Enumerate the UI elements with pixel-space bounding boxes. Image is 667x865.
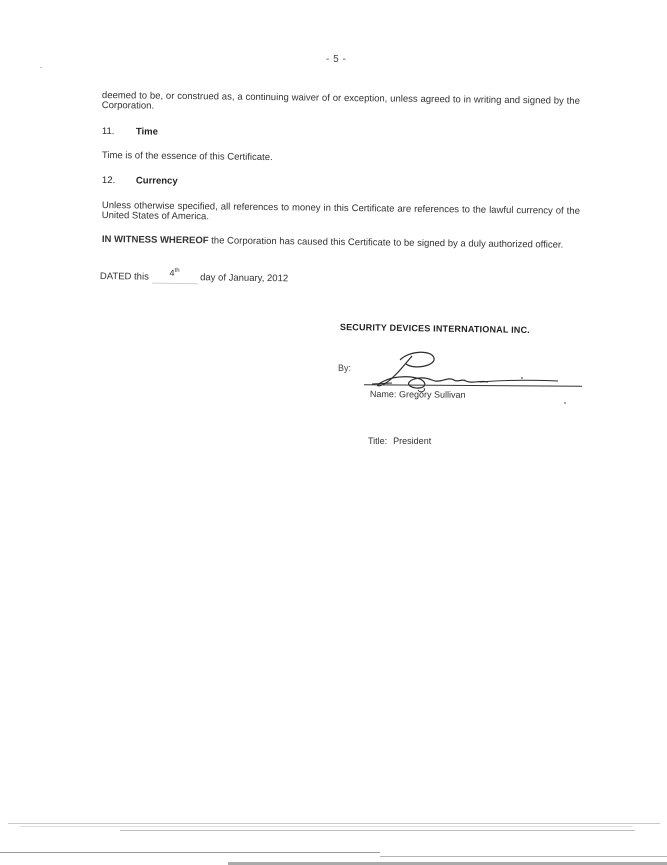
waiver-continuation-paragraph: deemed to be, or construed as, a continuing waiver of or exception, unless agreed to in writing and signed by the Corporation.: [101, 90, 580, 112]
time-paragraph: Time is of the essence of this Certificate.: [101, 150, 273, 164]
company-name: SECURITY DEVICES INTERNATIONAL INC.: [339, 322, 531, 335]
day-blank: [151, 267, 197, 285]
signatory-name-line: [370, 389, 466, 400]
witness-lead: IN WITNESS WHEREOF: [101, 234, 209, 247]
scan-speck: [564, 402, 566, 404]
section-number: 12.: [101, 175, 116, 187]
section-number: 11.: [101, 126, 115, 138]
by-label: By:: [338, 363, 352, 373]
scan-speck: [40, 67, 42, 68]
dated-line: [99, 267, 289, 285]
dated-month: day of January,: [200, 272, 265, 285]
scan-artifact-line: [380, 856, 667, 857]
witness-paragraph: [102, 235, 580, 251]
witness-text: the Corporation has caused this Certificate to be signed by a duly authorized officer.: [208, 235, 564, 251]
name-value: Gregory Sullivan: [398, 389, 466, 400]
section-title: Time: [135, 126, 159, 138]
dated-prefix: DATED this: [99, 271, 149, 283]
section-11-heading: [102, 126, 158, 138]
title-value: President: [393, 436, 432, 446]
currency-paragraph: Unless otherwise specified, all references to money in this Certificate are references to the lawful currency of the United States of America.: [101, 200, 580, 223]
scan-artifact-line: [8, 823, 660, 824]
page-number: - 5 -: [326, 54, 347, 65]
title-label: Title:: [368, 436, 388, 446]
section-title: Currency: [135, 175, 178, 187]
scan-artifact-line: [0, 852, 380, 853]
day-value: 4th: [169, 267, 180, 278]
section-12-heading: [102, 175, 178, 187]
dated-year: 2012: [266, 273, 289, 285]
scan-speck: [521, 377, 523, 379]
signatory-title-line: [368, 436, 431, 446]
name-label: Name:: [369, 389, 397, 400]
handwritten-signature: [362, 346, 562, 394]
scan-artifact-line: [120, 830, 635, 831]
scan-artifact-line: [20, 826, 632, 827]
